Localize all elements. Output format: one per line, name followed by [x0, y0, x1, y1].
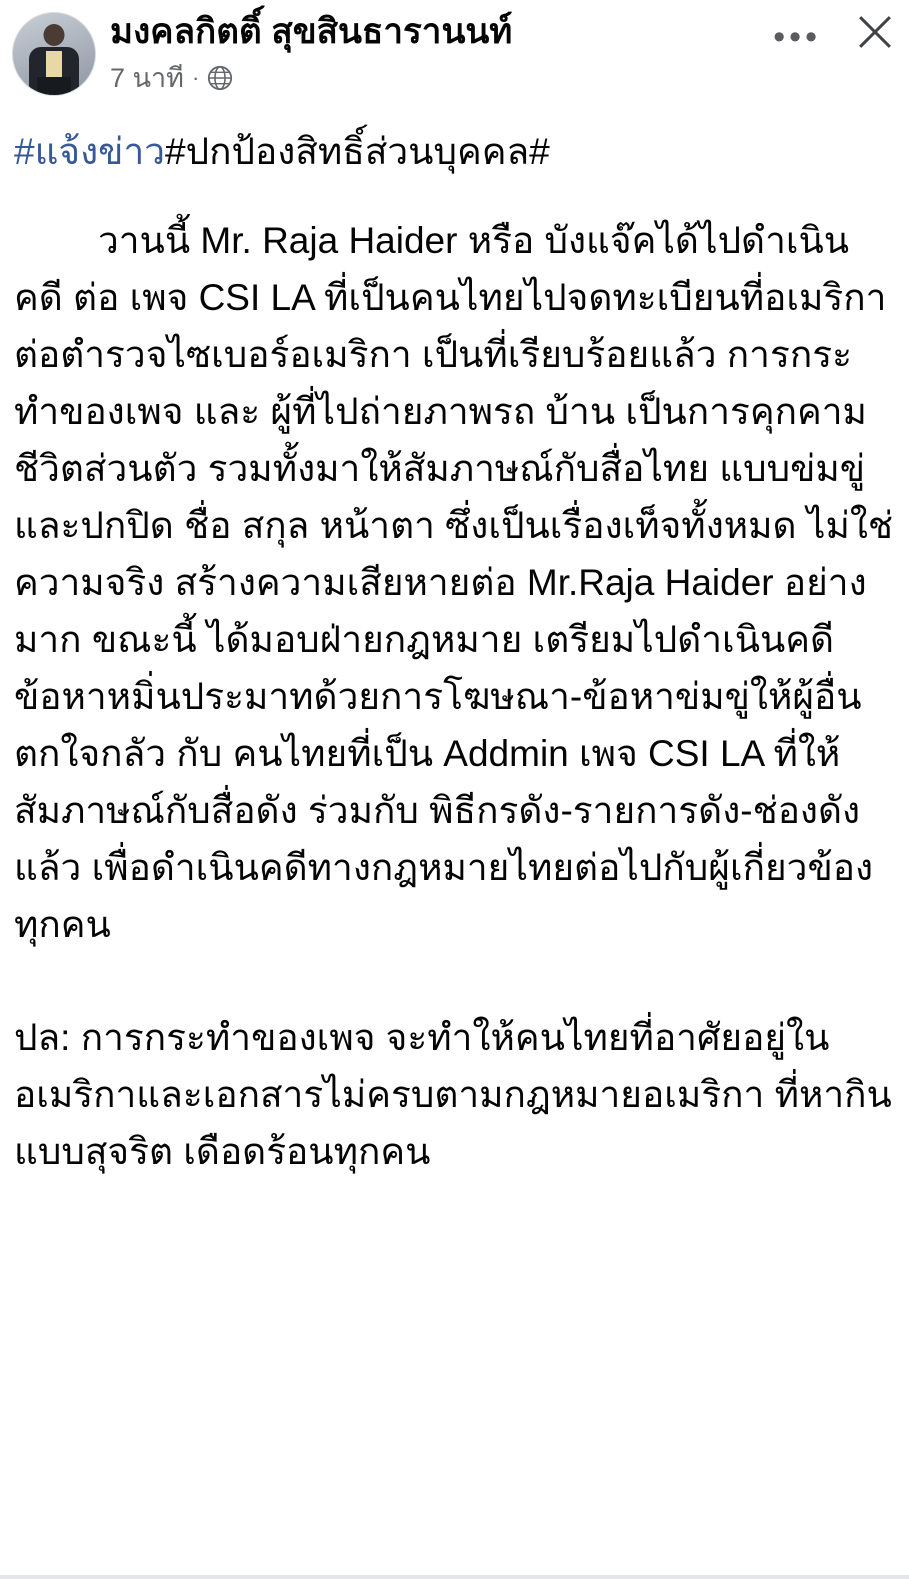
post-body [0, 108, 909, 1180]
paragraph-spacer [14, 953, 895, 1009]
globe-icon[interactable] [207, 65, 233, 91]
post-paragraph: ปล: การกระทำของเพจ จะทำให้คนไทยที่อาศัยอยู่ในอเมริกาและเอกสารไม่ครบตามกฎหมายอเมริกา ที่หากินแบบสุจริต เดือดร้อนทุกคน [14, 1017, 892, 1172]
post-header [0, 0, 909, 108]
hashtag-line [14, 126, 895, 178]
avatar[interactable] [12, 12, 96, 96]
avatar-head-shape [44, 24, 65, 46]
bottom-divider [0, 1575, 909, 1579]
hashtag-primary[interactable]: #แจ้งข่าว [14, 131, 166, 172]
post-timestamp[interactable]: 7 นาที [110, 63, 184, 93]
close-icon[interactable] [855, 12, 895, 52]
meta-separator: · [191, 65, 200, 90]
more-options-icon[interactable]: ••• [773, 18, 821, 56]
avatar-legs-shape [37, 77, 71, 95]
post-meta [110, 62, 897, 94]
header-actions [773, 8, 895, 54]
hashtag-secondary: #ปกป้องสิทธิ์ส่วนบุคคล# [165, 131, 550, 172]
post-paragraph: วานนี้ Mr. Raja Haider หรือ บังแจ๊คได้ไปดำเนินคดี ต่อ เพจ CSI LA ที่เป็นคนไทยไปจดทะเบียนที่อเมริกา ต่อตำรวจไซเบอร์อเมริกา เป็นที่เรียบร้อยแล้ว การกระทำของเพจ และ ผู้ที่ไปถ่ายภาพรถ บ้าน เป็นการคุกคามชีวิตส่วนตัว รวมทั้งมาให้สัมภาษณ์กับสื่อไทย แบบข่มขู่และปกปิด ชื่อ สกุล หน้าตา ซึ่งเป็นเรื่องเท็จทั้งหมด ไม่ใช่ความจริง สร้างความเสียหายต่อ Mr.Raja Haider อย่างมาก ขณะนี้ ได้มอบฝ่ายกฎหมาย เตรียมไปดำเนินคดี ข้อหาหมิ่นประมาทด้วยการโฆษณา-ข้อหาข่มขู่ให้ผู้อื่นตกใจกลัว กับ คนไทยที่เป็น Addmin เพจ CSI LA ที่ให้สัมภาษณ์กับสื่อดัง ร่วมกับ พิธีกรดัง-รายการดัง-ช่องดัง แล้ว เพื่อดำเนินคดีทางกฎหมายไทยต่อไปกับผู้เกี่ยวข้องทุกคน [14, 220, 894, 945]
author-name[interactable]: มงคลกิตติ์ สุขสินธารานนท์ [110, 12, 513, 51]
